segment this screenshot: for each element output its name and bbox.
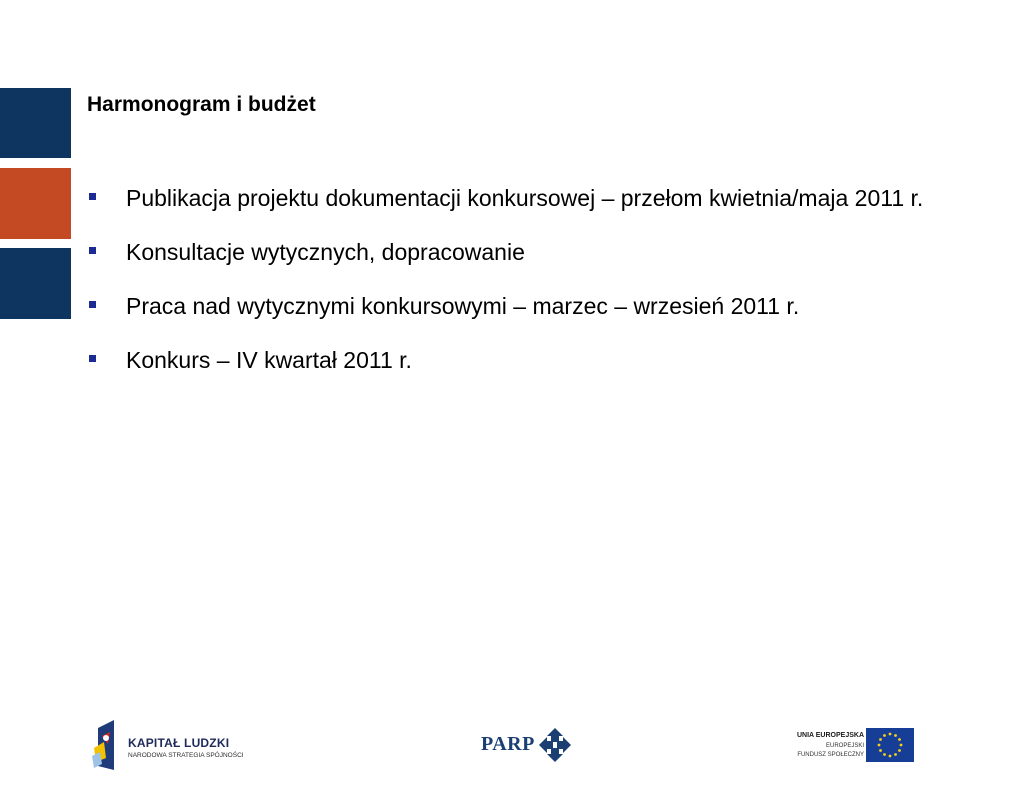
- kapital-ludzki-icon: [92, 718, 122, 773]
- eu-logo: [780, 727, 920, 767]
- decor-block-orange: [0, 168, 71, 239]
- bullet-text: Konkurs – IV kwartał 2011 r.: [126, 347, 412, 373]
- square-bullet-icon: [89, 193, 96, 200]
- bullet-item: [87, 288, 937, 325]
- kapital-ludzki-title: KAPITAŁ LUDZKI: [128, 736, 230, 750]
- square-bullet-icon: [89, 355, 96, 362]
- kapital-ludzki-logo: [92, 718, 262, 773]
- kapital-ludzki-subtitle: NARODOWA STRATEGIA SPÓJNOŚCI: [128, 752, 244, 759]
- eu-line-3: FUNDUSZ SPOŁECZNY: [797, 752, 864, 758]
- bullet-text: Konsultacje wytycznych, dopracowanie: [126, 239, 525, 265]
- square-bullet-icon: [89, 301, 96, 308]
- bullet-list: [87, 180, 937, 396]
- slide-title: Harmonogram i budżet: [87, 93, 316, 116]
- parp-logo: [481, 726, 576, 766]
- parp-text: PARP: [481, 733, 535, 755]
- eu-line-2: EUROPEJSKI: [825, 743, 864, 749]
- bullet-item: [87, 180, 937, 217]
- bullet-text: Praca nad wytycznymi konkursowymi – marzec – wrzesień 2011 r.: [126, 293, 800, 319]
- bullet-item: [87, 342, 937, 379]
- parp-arrows-icon: [539, 728, 571, 762]
- eu-line-1: UNIA EUROPEJSKA: [796, 732, 864, 739]
- bullet-item: [87, 234, 937, 271]
- bullet-text: Publikacja projektu dokumentacji konkursowej – przełom kwietnia/maja 2011 r.: [126, 185, 924, 211]
- eu-flag-icon: [866, 728, 914, 762]
- decor-block-navy-top: [0, 88, 71, 158]
- square-bullet-icon: [89, 247, 96, 254]
- decor-block-navy-bottom: [0, 248, 71, 319]
